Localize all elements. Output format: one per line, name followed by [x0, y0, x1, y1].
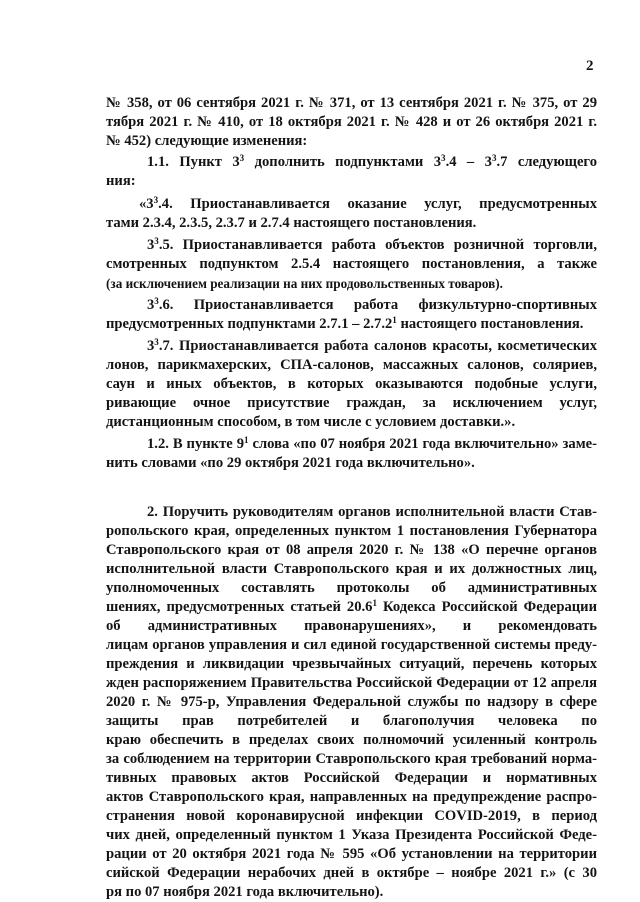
text-line: (за исключением реализации на них продовольственных товаров).	[106, 276, 503, 291]
text-line: $3^3.5$. Приостанавливается работа объектов розничной торговли,	[147, 236, 597, 253]
text-line: 1.1. Пункт $3^3$ дополнить подпунктами $3^3.4 - 3^3.7$ следующего	[147, 153, 597, 170]
text-line: $3^3.6$. Приостанавливается работа физкультурно-спортивных	[147, 296, 597, 313]
text-line: защиты прав потребителей и благополучия человека по	[106, 713, 597, 729]
text-line: № 358, от 06 сентября 2021 г. № 371, от 13 сентября 2021 г. № 375, от 29	[106, 95, 597, 111]
text-line: чих дней, определенный пунктом 1 Указа Президента Российской Феде-	[106, 827, 597, 843]
text-line: ния:	[106, 173, 136, 189]
text-line: сийской Федерации нерабочих дней в октябре – ноябре 2021 г.» (с 30	[106, 865, 597, 881]
text-line: № 452) следующие изменения:	[106, 133, 308, 149]
text-line: преждения и ликвидации чрезвычайных ситуаций, перечень которых	[106, 656, 597, 672]
text-line: ривающие очное присутствие граждан, за исключением услуг,	[106, 395, 597, 411]
text-line: нить словами «по 29 октября 2021 года включительно».	[106, 455, 475, 471]
text-line: за соблюдением на территории Ставропольского края требований норма-	[106, 751, 597, 767]
page-number: 2	[586, 58, 594, 74]
text-line: актов Ставропольского края, направленных на предупреждение распро-	[106, 789, 597, 805]
text-line: ря по 07 ноября 2021 года включительно).	[106, 884, 384, 900]
text-line: предусмотренных подпунктами 2.7.1 – 2.7.2$^1$ настоящего постановления.	[106, 315, 584, 332]
text-line: тами 2.3.4, 2.3.5, 2.3.7 и 2.7.4 настоящего постановления.	[106, 215, 477, 231]
text-line: исполнительной власти Ставропольского края и их должностных лиц,	[106, 561, 597, 577]
text-line: тивных правовых актов Российской Федерации и нормативных	[106, 770, 597, 786]
text-line: уполномоченных составлять протоколы об административных	[106, 580, 597, 596]
text-line: «$3^3.4$. Приостанавливается оказание услуг, предусмотренных	[139, 195, 597, 212]
text-line: странения новой коронавирусной инфекции COVID-2019, в период	[106, 808, 597, 824]
text-line: 1.2. В пункте $9^1$ слова «по 07 ноября 2021 года включительно» заме-	[147, 435, 597, 452]
text-line: $3^3.7$. Приостанавливается работа салонов красоты, косметических	[147, 337, 597, 354]
text-line: саун и иных объектов, в которых оказываются подобные услуги,	[106, 376, 597, 392]
text-line: ропольского края, определенных пунктом 1 постановления Губернатора	[106, 523, 597, 539]
text-line: об административных правонарушениях», и рекомендовать	[106, 618, 597, 634]
text-line: тября 2021 г. № 410, от 18 октября 2021 г. № 428 и от 26 октября 2021 г.	[106, 114, 597, 130]
text-line: 2. Поручить руководителям органов исполнительной власти Став-	[147, 504, 597, 520]
text-line: смотренных подпунктом 2.5.4 настоящего постановления, а также	[106, 256, 597, 272]
text-line: шениях, предусмотренных статьей 20.6$^1$ Кодекса Российской Федерации	[106, 598, 597, 615]
text-line: лонов, парикмахерских, СПА-салонов, массажных салонов, соляриев,	[106, 357, 597, 373]
text-line: жден распоряжением Правительства Российской Федерации от 12 апреля	[106, 675, 597, 691]
text-line: краю обеспечить в пределах своих полномочий усиленный контроль	[106, 732, 597, 748]
text-line: дистанционным способом, в том числе с условием доставки.».	[106, 414, 516, 430]
text-line: рации от 20 октября 2021 года № 595 «Об установлении на территории	[106, 846, 597, 862]
text-line: 2020 г. № 975-р, Управления Федеральной службы по надзору в сфере	[106, 694, 597, 710]
text-line: лицам органов управления и сил единой государственной системы преду-	[106, 637, 597, 653]
text-line: Ставропольского края от 08 апреля 2020 г. № 138 «О перечне органов	[106, 542, 597, 558]
